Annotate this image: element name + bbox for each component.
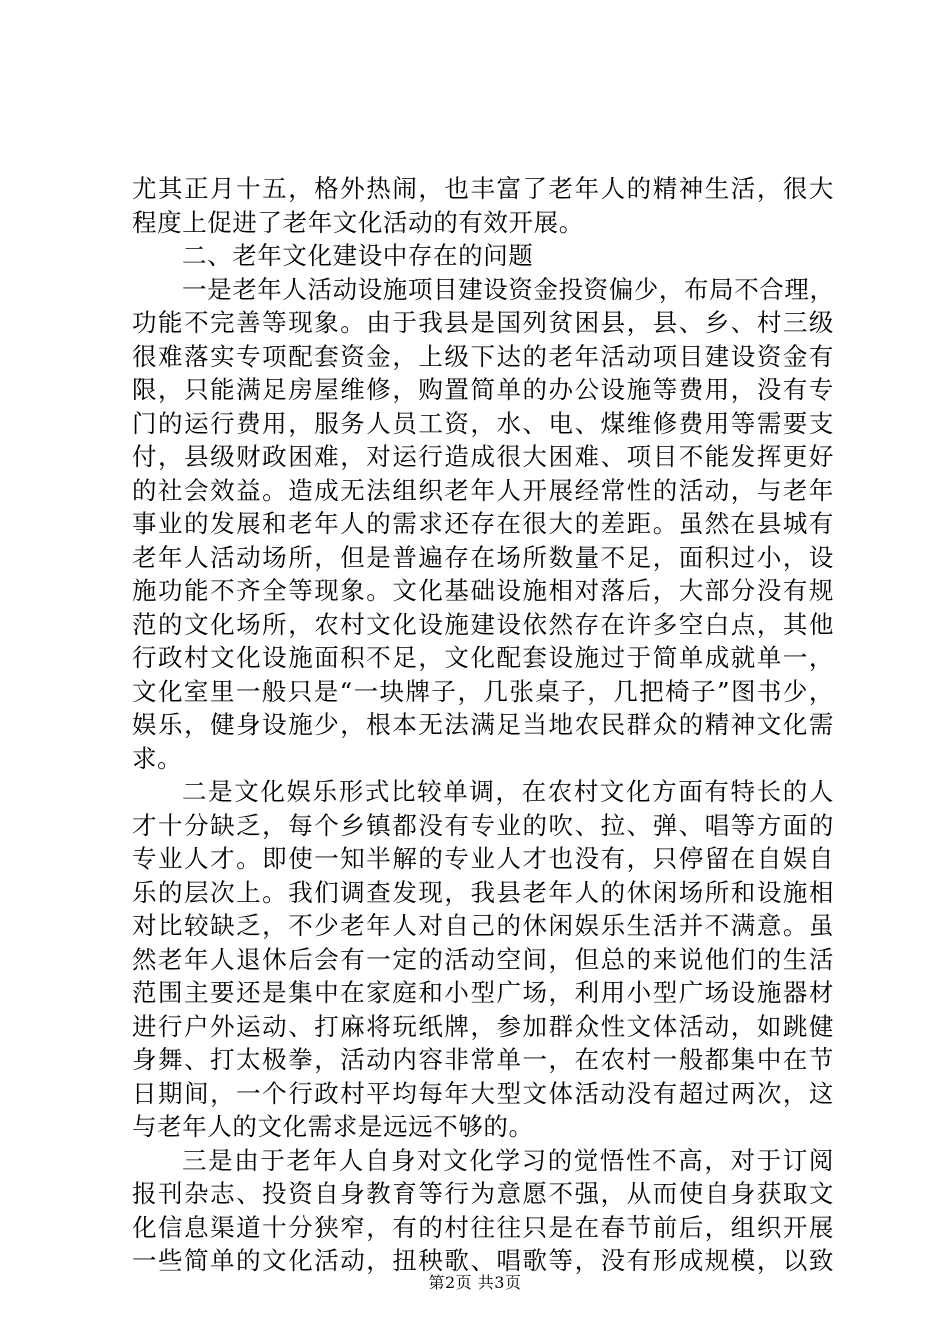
text-line: 功能不完善等现象。由于我县是国列贫困县，县、乡、村三级 [132,308,834,337]
text-line: 三是由于老年人自身对文化学习的觉悟性不高，对于订阅 [182,1145,834,1175]
text-line: 二是文化娱乐形式比较单调，在农村文化方面有特长的人 [182,777,834,806]
text-line: 范的文化场所，农村文化设施建设依然存在许多空白点，其他 [132,609,834,639]
text-line: 娱乐，健身设施少，根本无法满足当地农民群众的精神文化需 [132,710,834,739]
text-line: 范围主要还是集中在家庭和小型广场，利用小型广场设施器材 [132,978,834,1007]
text-line: 施功能不齐全等现象。文化基础设施相对落后，大部分没有规 [132,576,834,605]
text-line: 专业人才。即使一知半解的专业人才也没有，只停留在自娱自 [132,844,834,873]
page-number-label: 第2页 共3页 [428,1273,522,1292]
text-line: 老年人活动场所，但是普遍存在场所数量不足，面积过小，设 [132,542,834,572]
text-line: 付，县级财政困难，对运行造成很大困难、项目不能发挥更好 [132,442,834,471]
text-line: 与老年人的文化需求是远远不够的。 [132,1112,534,1141]
text-line: 化信息渠道十分狭窄，有的村往往只是在春节前后，组织开展 [132,1212,834,1242]
text-line: 事业的发展和老年人的需求还存在很大的差距。虽然在县城有 [132,509,834,538]
text-line: 一些简单的文化活动，扭秧歌、唱歌等，没有形成规模，以致 [132,1246,834,1275]
document-body [132,172,834,1278]
text-line: 进行户外运动、打麻将玩纸牌，参加群众性文体活动，如跳健 [132,1011,834,1041]
text-line: 求。 [132,743,183,773]
text-line: 的社会效益。造成无法组织老年人开展经常性的活动，与老年 [132,475,834,505]
text-line: 对比较缺乏，不少老年人对自己的休闲娱乐生活并不满意。虽 [132,911,834,940]
text-line: 然老年人退休后会有一定的活动空间，但总的来说他们的生活 [132,944,834,974]
text-line: 报刊杂志、投资自身教育等行为意愿不强，从而使自身获取文 [132,1179,834,1208]
text-line: 尤其正月十五，格外热闹，也丰富了老年人的精神生活，很大 [132,174,834,203]
text-line: 行政村文化设施面积不足，文化配套设施过于简单成就单一， [132,643,834,672]
text-line: 很难落实专项配套资金，上级下达的老年活动项目建设资金有 [132,341,834,371]
text-line: 限，只能满足房屋维修，购置简单的办公设施等费用，没有专 [132,375,834,404]
text-line: 乐的层次上。我们调查发现，我县老年人的休闲场所和设施相 [132,877,834,907]
text-line: 文化室里一般只是“一块牌子，几张桌子，几把椅子”图书少， [132,676,834,706]
text-line: 才十分缺乏，每个乡镇都没有专业的吹、拉、弹、唱等方面的 [132,810,834,840]
text-line: 一是老年人活动设施项目建设资金投资偏少，布局不合理， [182,274,835,304]
text-line: 程度上促进了老年文化活动的有效开展。 [132,207,584,237]
page-footer [0,1273,950,1293]
text-line: 日期间，一个行政村平均每年大型文体活动没有超过两次，这 [132,1078,834,1108]
section-heading: 二、老年文化建设中存在的问题 [182,241,534,270]
text-line: 门的运行费用，服务人员工资，水、电、煤维修费用等需要支 [132,408,834,438]
text-line: 身舞、打太极拳，活动内容非常单一，在农村一般都集中在节 [132,1045,834,1074]
